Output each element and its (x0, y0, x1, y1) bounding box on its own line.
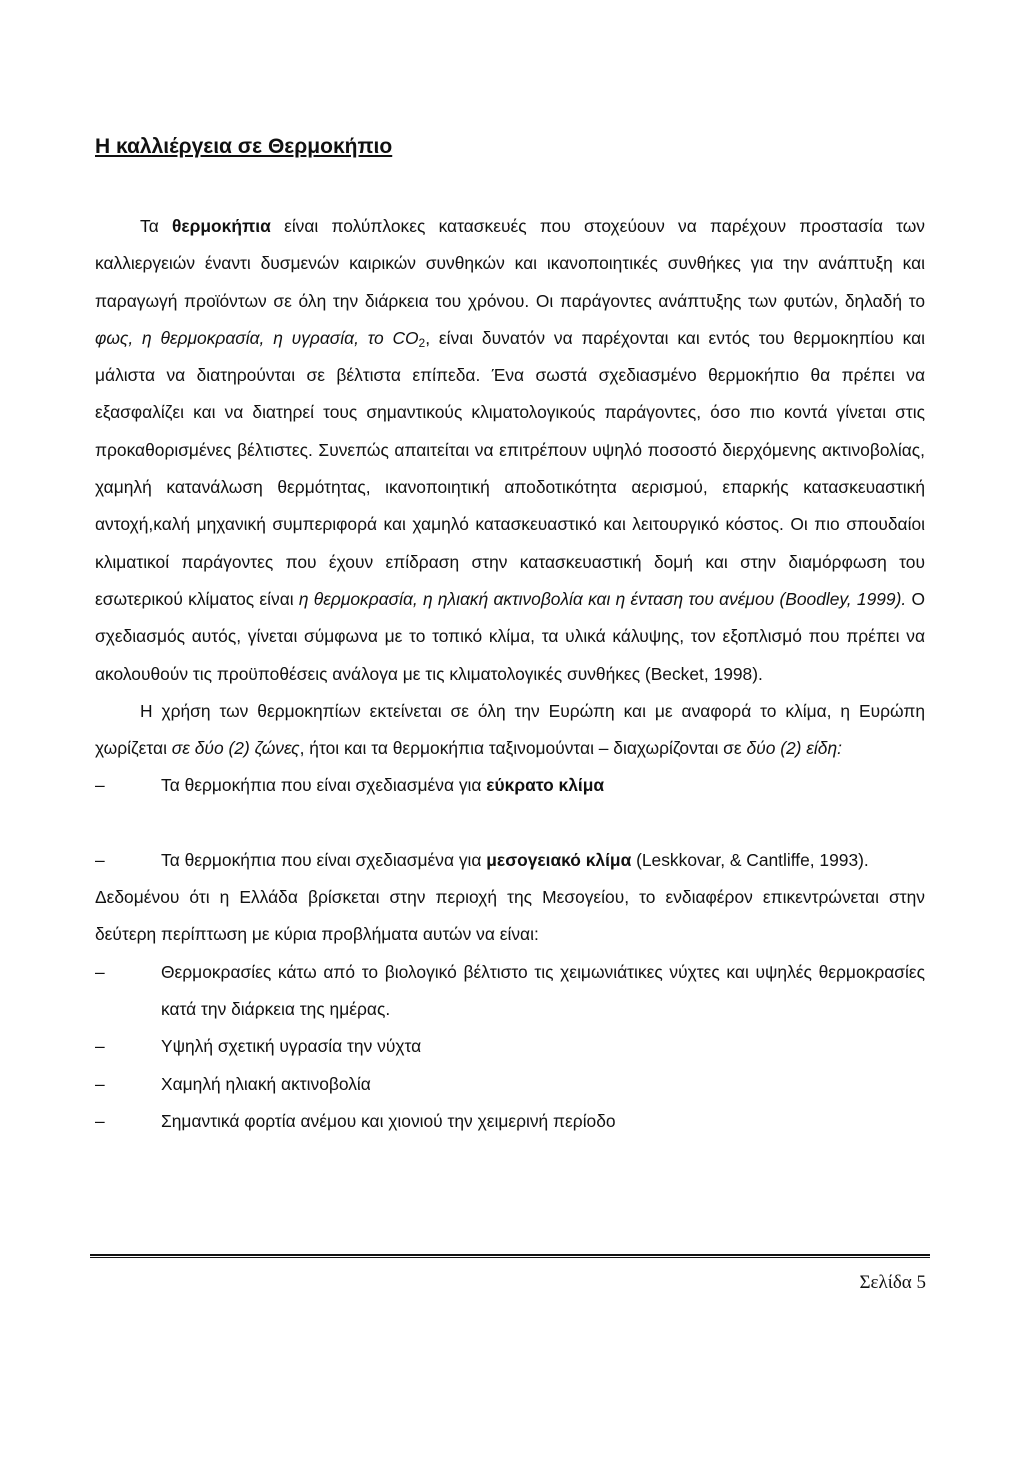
list-dash: – (95, 849, 105, 870)
list-item-bold: μεσογειακό κλίμα (486, 849, 632, 870)
footer-divider (90, 1254, 930, 1258)
p2-s1: Η χρήση των θερμοκηπίων εκτείνεται σε όλη την Ευρώπη και με αναφορά το κλίμα, η Ευρώπη χωρίζεται (95, 700, 925, 759)
list-item (95, 842, 925, 879)
body-text (95, 208, 925, 1140)
list-item-text: Τα θερμοκήπια που είναι σχεδιασμένα για (161, 775, 487, 796)
p2-s2: σε δύο (2) ζώνες (171, 738, 300, 759)
p1-s2: θερμοκήπια (172, 216, 271, 236)
list-item (95, 1103, 925, 1140)
paragraph-3: Δεδομένου ότι η Ελλάδα βρίσκεται στην περιοχή της Μεσογείου, το ενδιαφέρον επικεντρώνεται στην δεύτερη περίπτωση με κύρια προβλήματα αυτών να είναι: (95, 887, 925, 945)
p1-s4: φως, η θερμοκρασία, η υγρασία, το CO (95, 327, 419, 348)
p1-s8: Ο σχεδιασμός αυτός, γίνεται σύμφωνα με το τοπικό κλίμα, τα υλικά κάλυψης, τον εξοπλισμό που πρέπει να ακολουθούν τις προϋποθέσεις ανάλογα με τις κλιματολογικές συνθήκες (Becket, 1998). (95, 588, 926, 684)
list-item-text: Θερμοκρασίες κάτω από το βιολογικό βέλτιστο τις χειμωνιάτικες νύχτες και υψηλές θερμοκρασίες κατά την διάρκεια της ημέρας. (161, 961, 925, 1019)
list-dash: – (95, 775, 105, 796)
paragraph-1 (95, 208, 925, 693)
list-item (95, 954, 925, 1029)
list-item-bold: εύκρατο κλίμα (486, 775, 605, 796)
list-dash: – (95, 1110, 105, 1131)
p1-s1: Τα (140, 216, 172, 236)
list-item-text: Σημαντικά φορτία ανέμου και χιονιού την χειμερινή περίοδο (161, 1110, 616, 1131)
p2-s3: , ήτοι και τα θερμοκήπια ταξινομούνται – διαχωρίζονται σε (299, 738, 747, 759)
list-dash: – (95, 1073, 105, 1094)
list-item-text: Υψηλή σχετική υγρασία την νύχτα (161, 1036, 422, 1057)
list-item-text: Χαμηλή ηλιακή ακτινοβολία (161, 1073, 371, 1094)
p1-s5: 2 (418, 335, 426, 350)
list-item (95, 1066, 925, 1103)
list-dash: – (95, 961, 105, 982)
list-item-text: Τα θερμοκήπια που είναι σχεδιασμένα για (161, 849, 487, 870)
list-item (95, 1028, 925, 1065)
p1-s3: είναι πολύπλοκες κατασκευές που στοχεύουν να παρέχουν προστασία των καλλιεργειών έναντι δυσμενών καιρικών συνθηκών και ικανοποιητικές συνθήκες για την ανάπτυξη και παραγωγή προϊόντων σε όλη την διάρκεια του χρόνου. Οι παράγοντες ανάπτυξης των φυτών, δηλαδή το (95, 216, 925, 311)
p1-s7: η θερμοκρασία, η ηλιακή ακτινοβολία και η ένταση του ανέμου (Boodley, 1999). (298, 588, 907, 609)
p1-s6: , είναι δυνατόν να παρέχονται και εντός του θερμοκηπίου και μάλιστα να διατηρούνται σε βέλτιστα επίπεδα. Ένα σωστά σχεδιασμένο θερμοκήπιο θα πρέπει να εξασφαλίζει και να διατηρεί τους σημαντικούς κλιματολογικούς παράγοντες, όσο πιο κοντά γίνεται στις προκαθορισμένες βέλτιστες. Συνεπώς απαιτείται να επιτρέπουν υψηλό ποσοστό διερχόμενης ακτινοβολίας, χαμηλή κατανάλωση θερμότητας, ικανοποιητική αποδοτικότητα αερισμού, επαρκής κατασκευαστική αντοχή,καλή μηχανική συμπεριφορά και χαμηλό κατασκευαστικό και λειτουργικό κόστος. Οι πιο σπουδαίοι κλιματικοί παράγοντες που έχουν επίδραση στην κατασκευαστική δομή και στην διαμόρφωση του εσωτερικού κλίματος είναι (95, 327, 925, 609)
p2-s4: δύο (2) είδη: (746, 738, 842, 759)
page-number: Σελίδα 5 (859, 1272, 926, 1293)
problems-list (95, 954, 925, 1140)
greenhouse-types-list (95, 767, 925, 879)
paragraph-2 (95, 693, 925, 768)
list-item (95, 767, 925, 804)
list-item-after: (Leskkovar, & Cantliffe, 1993). (631, 849, 869, 870)
list-dash: – (95, 1036, 105, 1057)
page-title: Η καλλιέργεια σε Θερμοκήπιο (95, 135, 393, 158)
